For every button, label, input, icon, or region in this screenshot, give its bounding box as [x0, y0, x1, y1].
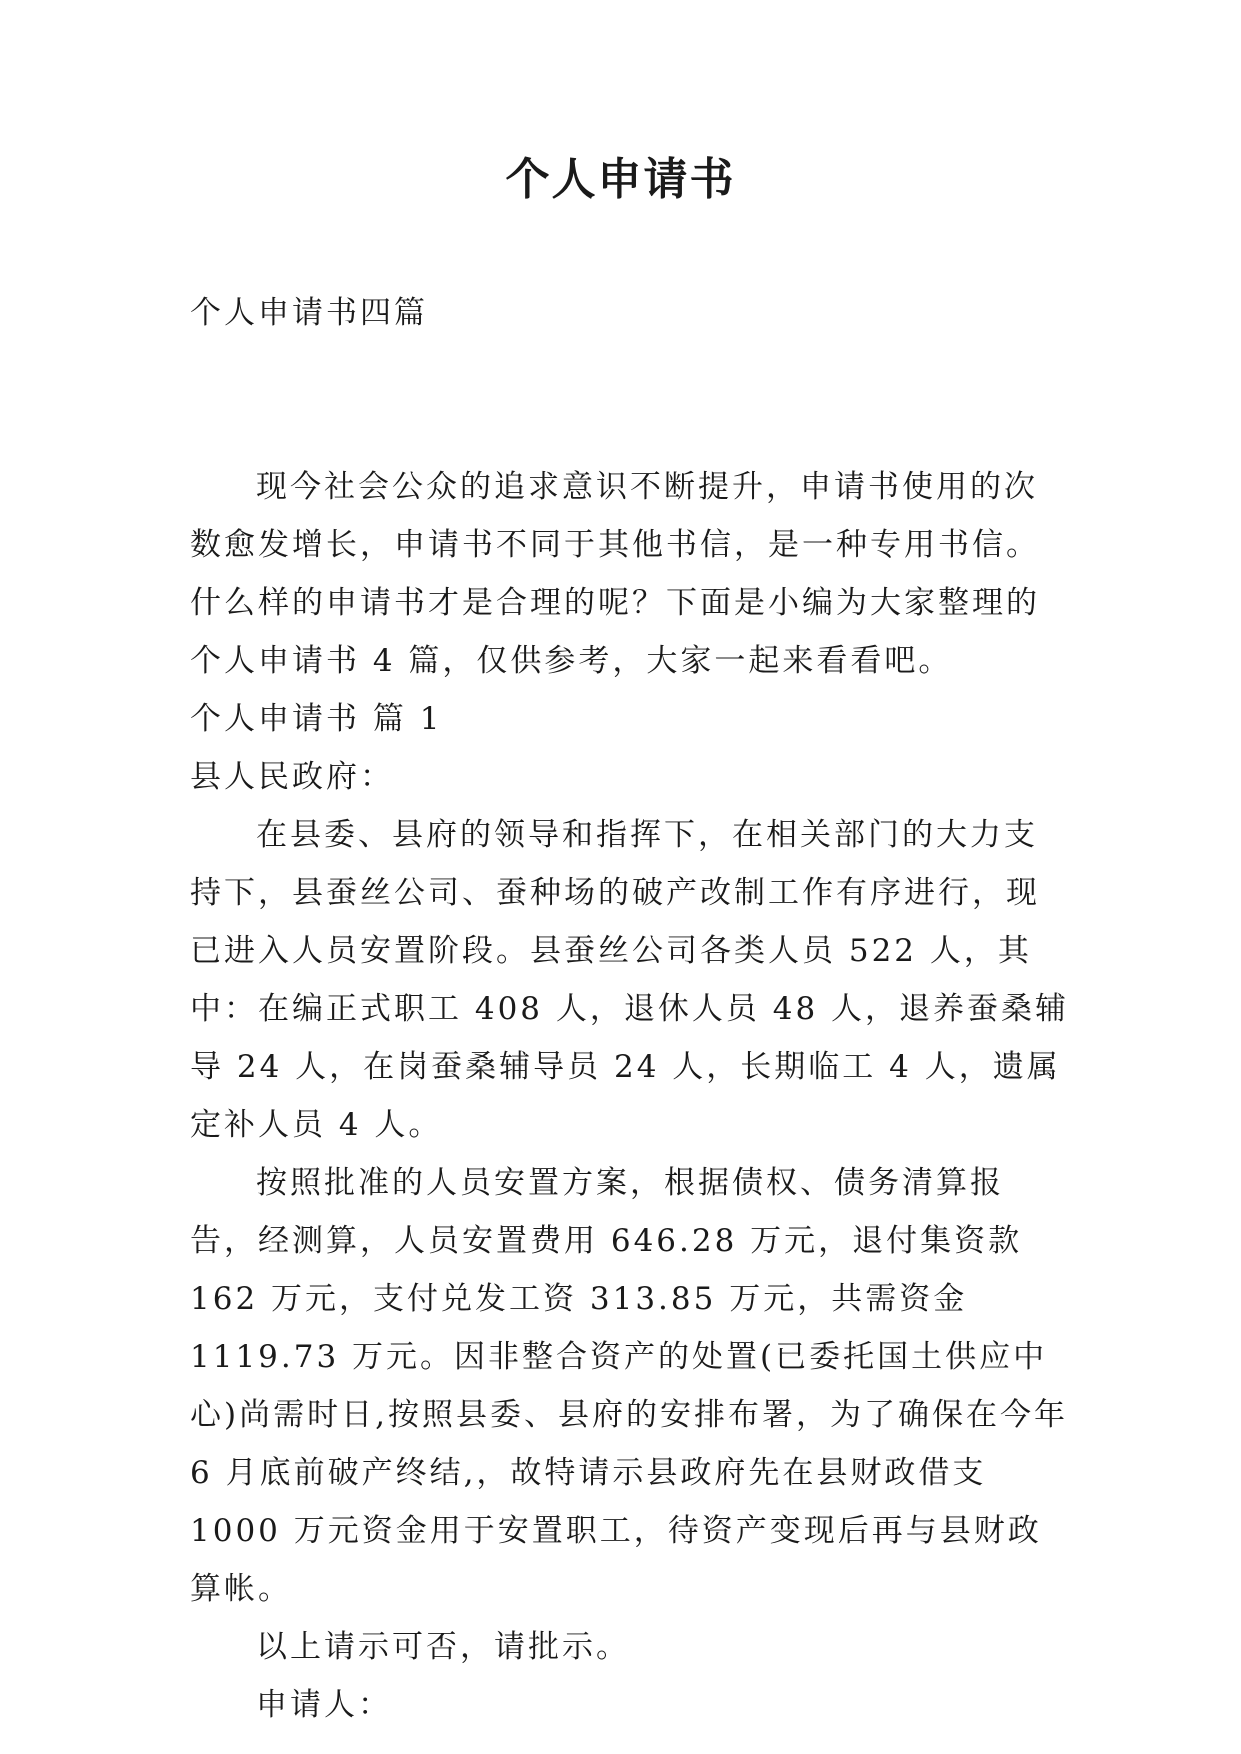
intro-paragraph: 现今社会公众的追求意识不断提升，申请书使用的次数愈发增长，申请书不同于其他书信，是一种专用书信。什么样的申请书才是合理的呢？下面是小编为大家整理的个人申请书 4 篇，仅供参考，大家一起来看看吧。 [190, 469, 1040, 679]
spacer [190, 342, 1070, 458]
addressee: 县人民政府： [190, 759, 394, 795]
document-title: 个人申请书 [505, 154, 736, 205]
signature-label: 申请人： [256, 1687, 392, 1723]
document-body [190, 284, 1070, 1734]
body-paragraph-1: 在县委、县府的领导和指挥下，在相关部门的大力支持下，县蚕丝公司、蚕种场的破产改制工作有序进行，现已进入人员安置阶段。县蚕丝公司各类人员 522 人，其中：在编正式职工 408 人，退休人员 48 人，退养蚕桑辅导 24 人，在岗蚕桑辅导员 24 人，长期临工 4 人，遗属定补人员 4 人。 [190, 817, 1070, 1143]
document-subtitle: 个人申请书四篇 [190, 295, 428, 331]
body-paragraph-2: 按照批准的人员安置方案，根据债权、债务清算报告，经测算，人员安置费用 646.28 万元，退付集资款 162 万元，支付兑发工资 313.85 万元，共需资金 1119.73 万元。因非整合资产的处置(已委托国土供应中心)尚需时日,按照县委、县府的安排布署，为了确保在今年 6 月底前破产终结,，故特请示县政府先在县财政借支 1000 万元资金用于安置职工，待资产变现后再与县财政算帐。 [190, 1165, 1068, 1607]
body-paragraph-3: 以上请示可否，请批示。 [256, 1629, 630, 1665]
section-heading: 个人申请书 篇 1 [190, 701, 443, 737]
